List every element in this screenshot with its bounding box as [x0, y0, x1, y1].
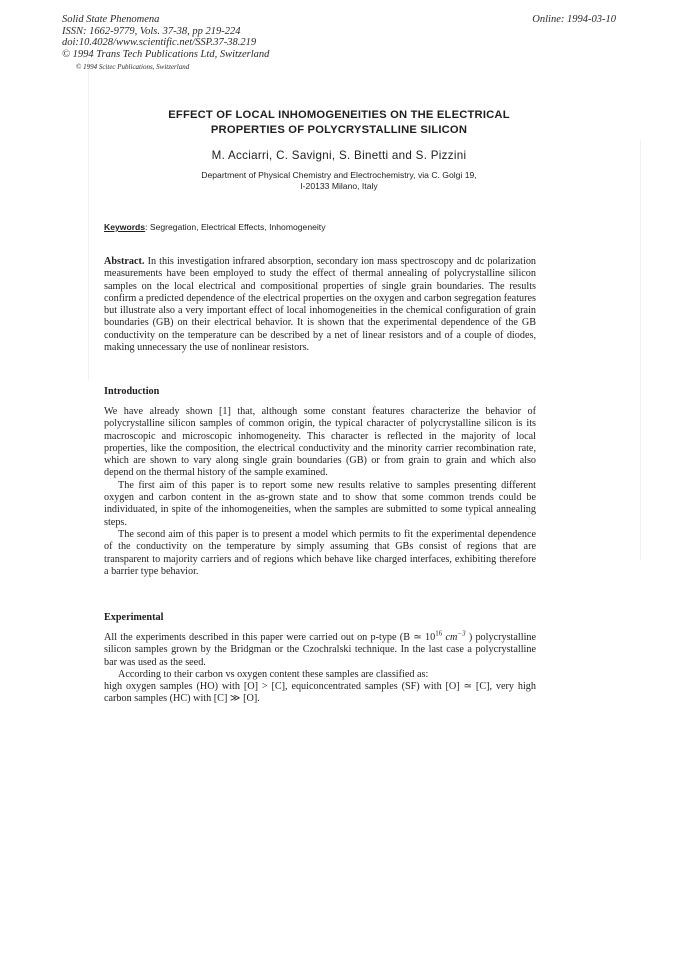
exp-paragraph-2: According to their carbon vs oxygen content these samples are classified as: [118, 668, 429, 680]
online-date: Online: 1994-03-10 [532, 14, 616, 25]
exp-exponent-1: 16 [435, 629, 443, 638]
title-block [90, 108, 588, 193]
introduction-heading: Introduction [104, 386, 160, 397]
affiliation-line-1: Department of Physical Chemistry and Electrochemistry, via C. Golgi 19, [201, 170, 477, 180]
scan-artifact [640, 140, 641, 560]
copyright-line: © 1994 Trans Tech Publications Ltd, Switzerland [62, 48, 270, 60]
keywords [104, 222, 326, 232]
intro-paragraph-2: The first aim of this paper is to report some new results relative to samples presenting different oxygen and carbon content in the as-grown state and to show that some common trends could be individuated, in spite of the inhomogeneities, when the samples are submitted to some typical annealing steps. [104, 479, 536, 528]
header-left [62, 14, 269, 74]
introduction-body [104, 406, 536, 578]
authors: M. Acciarri, C. Savigni, S. Binetti and S. Pizzini [211, 149, 467, 162]
issn-line: ISSN: 1662-9779, Vols. 37-38, pp 219-224 [62, 25, 241, 37]
intro-paragraph-1: We have already shown [1] that, although some constant features characterize the behavior of polycrystalline silicon samples of common origin, the typical character of polycrystalline silicon is its macroscopic and microscopic inhomogeneity. This character is reflected in the majority of local properties, like the composition, the electrical conductivity and the minority carrier recombination rate, which are shown to vary along single grain boundaries (GB) or from grain to grain and which also depend on the thermal history of the sample examined. [104, 406, 536, 479]
title-line-2: PROPERTIES OF POLYCRYSTALLINE SILICON [210, 123, 468, 136]
exp-unit: cm [445, 632, 458, 643]
abstract-text: In this investigation infrared absorption, secondary ion mass spectroscopy and dc polarization measurements have been employed to study the effect of thermal annealing of polycrystalline silicon samples on the local electrical and compositional properties of single grain boundaries. The results confirm a predicted dependence of the electrical properties on the oxygen and carbon segregation features but illustrate also a very important effect of local inhomogeneities in the chemical configuration of grain boundaries (GB) on their electrical behavior. It is shown that the experimental dependence of the GB conductivity on the temperature can be described by a net of linear resistors and of a couple of diodes, making unnecessary the use of nonlinear resistors. [104, 256, 537, 354]
exp-paragraph-3: high oxygen samples (HO) with [O] > [C], equiconcentrated samples (SF) with [O] ≃ [C], very high carbon samples (HC) with [C] ≫ [O]. [104, 681, 536, 705]
journal-name: Solid State Phenomena [62, 14, 160, 25]
affiliation-line-2: I-20133 Milano, Italy [300, 181, 378, 192]
keywords-label: Keywords [104, 222, 146, 232]
exp-exponent-2: −3 [457, 629, 466, 638]
exp-text-a: All the experiments described in this paper were carried out on p-type (B ≃ 10 [104, 632, 436, 643]
scan-artifact [88, 60, 89, 380]
keywords-list: : Segregation, Electrical Effects, Inhomogeneity [145, 222, 326, 232]
exp-paragraph-1 [104, 629, 537, 669]
abstract-label: Abstract. [104, 256, 145, 267]
copyright-small: © 1994 Scitec Publications, Switzerland [76, 63, 190, 72]
experimental-heading: Experimental [104, 612, 164, 623]
experimental-body [104, 629, 537, 706]
affiliation [90, 170, 588, 193]
abstract [104, 256, 536, 354]
exp-text-b: ) polycrystalline silicon samples grown by the Bridgman or the Czochralski technique. In the last case a polycrystalline bar was used as the seed. [104, 632, 537, 668]
title-line-1: EFFECT OF LOCAL INHOMOGENEITIES ON THE ELECTRICAL [168, 109, 510, 121]
paper-title [90, 108, 588, 137]
intro-paragraph-3: The second aim of this paper is to present a model which permits to fit the experimental dependence of the conductivity on the temperature by simply assuming that GBs consist of regions that are transparent to majority carriers and of regions which behave like charged interfaces, exhibiting therefore a barrier type behavior. [104, 528, 536, 577]
doi-line: doi:10.4028/www.scientific.net/SSP.37-38.219 [62, 37, 257, 49]
